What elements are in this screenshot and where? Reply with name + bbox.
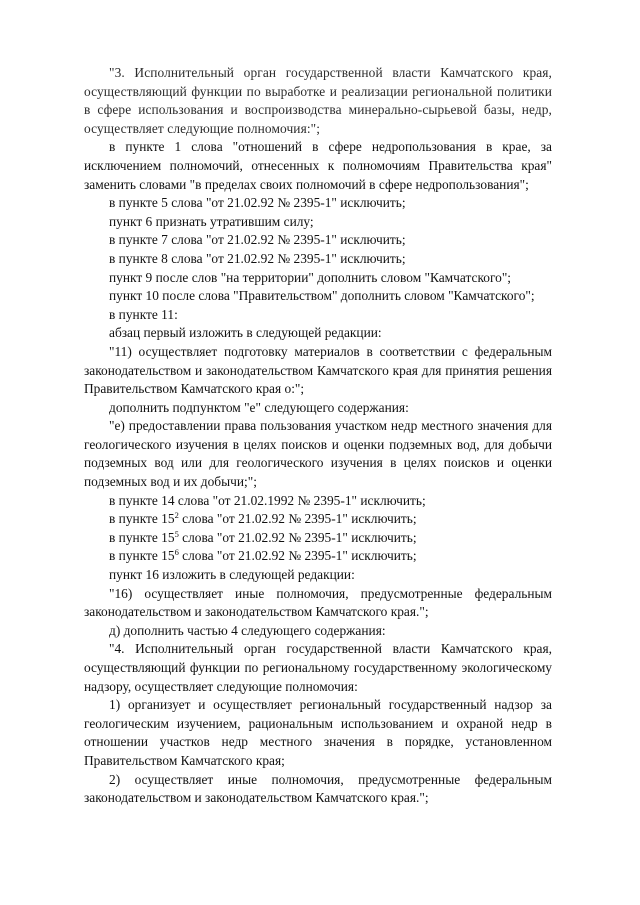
paragraph-item-11-heading: в пункте 11:: [109, 306, 178, 322]
paragraph-item-15-5: [84, 529, 552, 548]
paragraph-part-4-item-1: 1) организует и осуществляет региональный государственный надзор за геологическим изучением, рациональным использованием и охраной недр в отношении участков недр местного значения в порядке, установленном Правительством Камчатского края;: [84, 697, 552, 768]
paragraph-item-16-heading: пункт 16 изложить в следующей редакции:: [109, 567, 355, 583]
paragraph-item-11-first: абзац первый изложить в следующей редакции:: [109, 325, 382, 341]
paragraph-item-14: в пункте 14 слова "от 21.02.1992 № 2395-1" исключить;: [109, 492, 426, 508]
paragraph-item-7: в пункте 7 слова "от 21.02.92 № 2395-1" исключить;: [109, 232, 406, 248]
item-15-prefix: в пункте 15: [109, 529, 175, 545]
paragraph-subitem-e-add: дополнить подпунктом "е" следующего содержания:: [109, 399, 409, 415]
paragraph-subitem-e-text: "е) предоставлении права пользования участком недр местного значения для геологического изучения в целях поисков и оценки подземных вод, для добычи подземных вод или для геологического изучения в целях поисков и оценки подземных вод и их добычи;";: [84, 418, 552, 490]
item-15-prefix: в пункте 15: [109, 548, 175, 564]
item-15-prefix: в пункте 15: [109, 511, 175, 527]
paragraph-item-15-2: [84, 510, 552, 529]
item-15-suffix: слова "от 21.02.92 № 2395-1" исключить;: [178, 511, 417, 527]
paragraph-item-15-6: [84, 547, 552, 566]
paragraph-item-16-text: "16) осуществляет иные полномочия, предусмотренные федеральным законодательством и законодательством Камчатского края.";: [84, 585, 552, 620]
paragraph-item-1: в пункте 1 слова "отношений в сфере недропользования в крае, за исключением полномочий, отнесенных к полномочиям Правительства края" заменить словами "в пределах своих полномочий в сфере недропользования";: [84, 139, 552, 192]
paragraph-item-11-text: "11) осуществляет подготовку материалов в соответствии с федеральным законодательством и законодательством Камчатского края для принятия решения Правительством Камчатского края о:";: [84, 343, 552, 397]
paragraph-item-6: пункт 6 признать утратившим силу;: [109, 213, 314, 229]
item-15-suffix: слова "от 21.02.92 № 2395-1" исключить;: [178, 529, 417, 545]
paragraph-part-3-intro: "3. Исполнительный орган государственной власти Камчатского края, осуществляющий функции по выработке и реализации региональной политики в сфере использования и воспроизводства минерально-сырьевой базы, недр, осуществляет следующие полномочия:";: [84, 65, 552, 136]
paragraph-subsection-d: д) дополнить частью 4 следующего содержания:: [109, 622, 386, 638]
paragraph-part-4-intro: "4. Исполнительный орган государственной власти Камчатского края, осуществляющий функции по региональному государственному экологическому надзору, осуществляет следующие полномочия:: [84, 641, 552, 694]
paragraph-item-9: пункт 9 после слов "на территории" дополнить словом "Камчатского";: [109, 269, 512, 285]
item-15-superscript: 6: [174, 547, 179, 558]
item-15-superscript: 2: [174, 510, 179, 521]
paragraph-part-4-item-2: 2) осуществляет иные полномочия, предусмотренные федеральным законодательством и законодательством Камчатского края.";: [84, 771, 552, 806]
item-15-suffix: слова "от 21.02.92 № 2395-1" исключить;: [178, 548, 417, 564]
paragraph-item-10: пункт 10 после слова "Правительством" дополнить словом "Камчатского";: [109, 288, 535, 304]
paragraph-item-5: в пункте 5 слова "от 21.02.92 № 2395-1" исключить;: [109, 195, 406, 211]
item-15-superscript: 5: [174, 528, 179, 539]
paragraph-item-8: в пункте 8 слова "от 21.02.92 № 2395-1" исключить;: [109, 250, 406, 266]
